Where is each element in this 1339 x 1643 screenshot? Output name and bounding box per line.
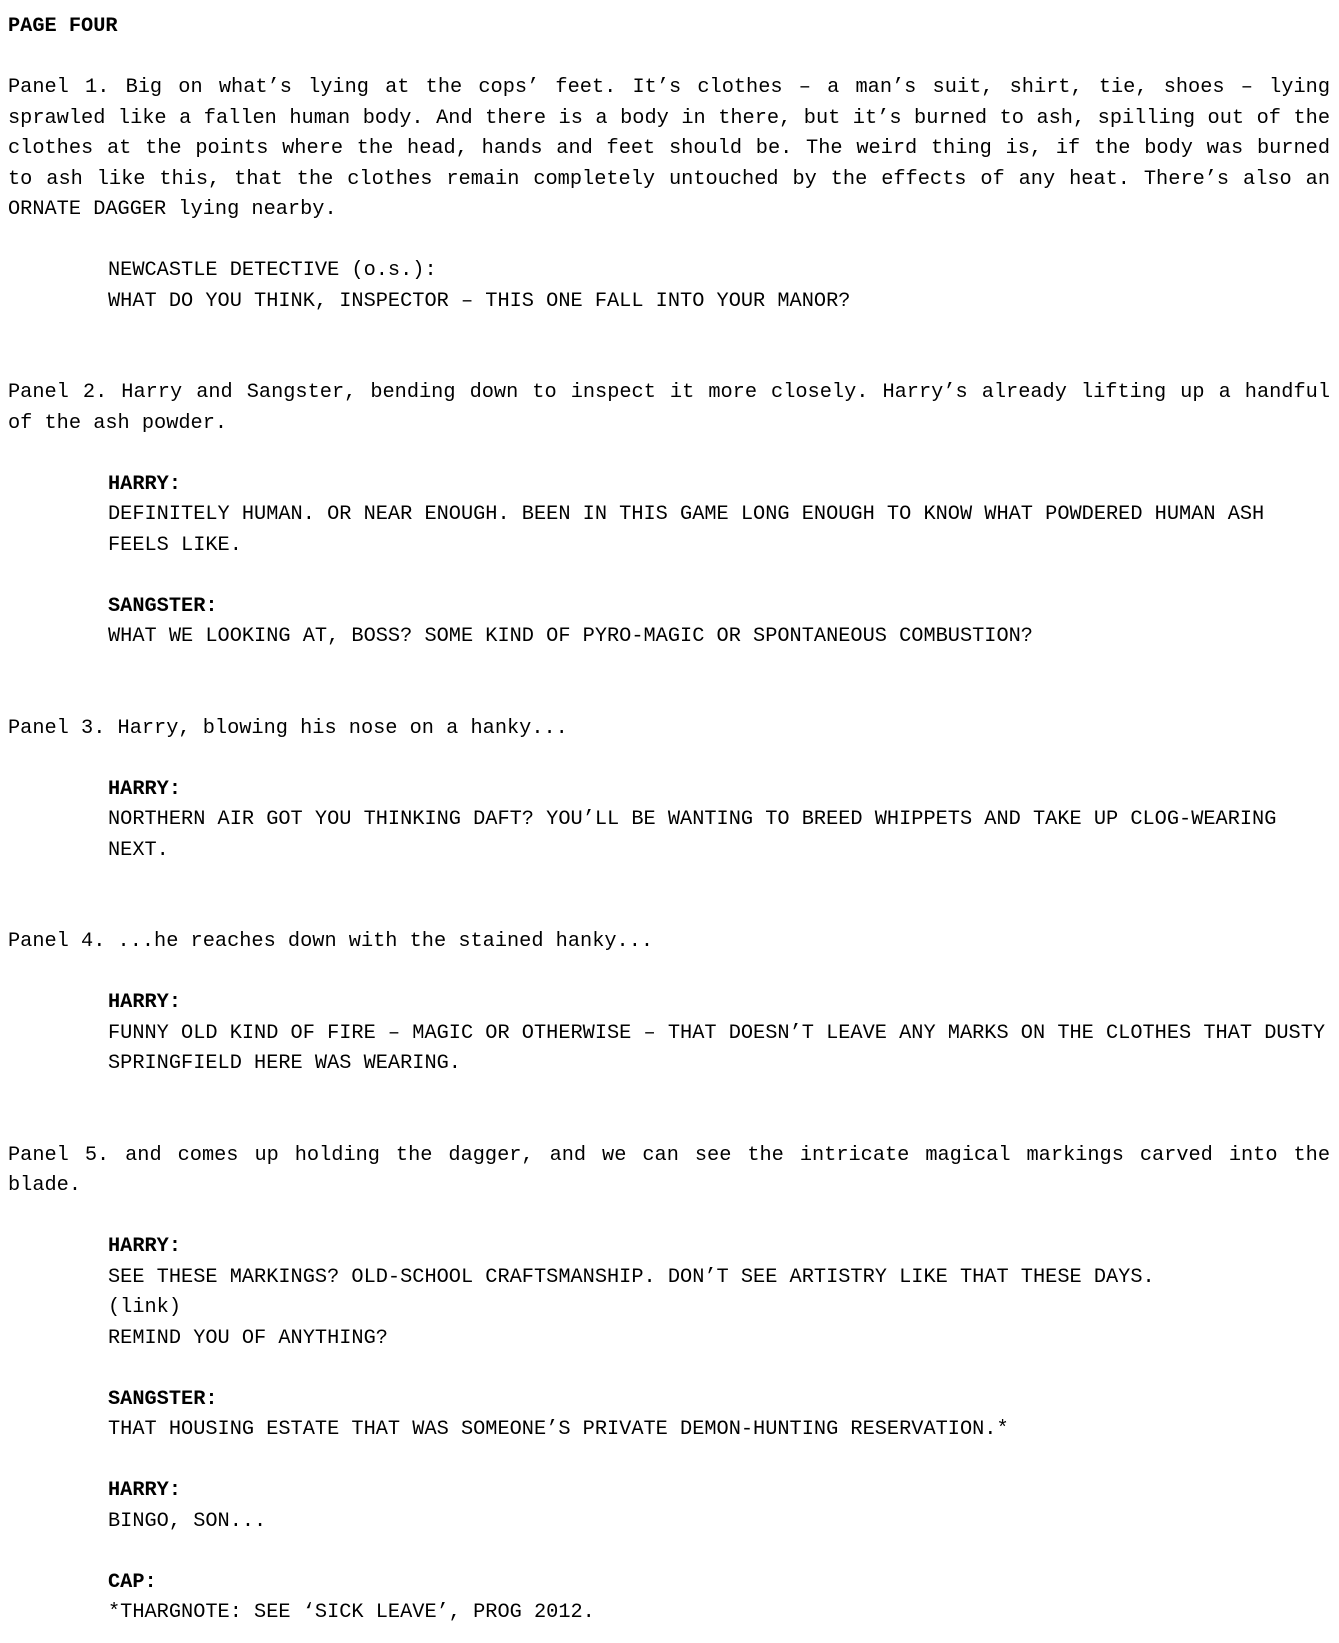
dialogue-block — [108, 775, 1330, 867]
panel-description: Panel 5. and comes up holding the dagger, and we can see the intricate magical markings carved into the blade. — [8, 1143, 1330, 1197]
panel-description: Panel 1. Big on what’s lying at the cops’ feet. It’s clothes – a man’s suit, shirt, tie, shoes – lying sprawled like a fallen human body. And there is a body in there, but it’s burned to ash, spilling out of the clothes at the points where the head, hands and feet should be. The weird thing is, if the body was burned to ash like this, that the clothes remain completely untouched by the effects of any heat. There’s also an ORNATE DAGGER lying nearby. — [8, 76, 1330, 221]
script-page — [8, 12, 1330, 1629]
dialogue-block — [108, 1385, 1330, 1446]
speaker-name: HARRY: — [108, 991, 182, 1014]
panel-2 — [8, 378, 1330, 653]
dialogue-line: DEFINITELY HUMAN. OR NEAR ENOUGH. BEEN IN THIS GAME LONG ENOUGH TO KNOW WHAT POWDERED HUMAN ASH FEELS LIKE. — [108, 503, 1265, 557]
caption-text: *THARGNOTE: SEE ‘SICK LEAVE’, PROG 2012. — [108, 1601, 595, 1624]
speaker-name: HARRY: — [108, 777, 182, 801]
dialogue-line: BINGO, SON... — [108, 1509, 267, 1533]
panel-5 — [8, 1141, 1330, 1629]
dialogue-block — [108, 470, 1330, 562]
dialogue-block — [108, 592, 1330, 653]
page-title: PAGE FOUR — [8, 15, 118, 38]
panel-4 — [8, 927, 1330, 1080]
speaker-name: NEWCASTLE DETECTIVE (o.s.): — [108, 259, 437, 282]
speaker-name: HARRY: — [108, 1235, 182, 1258]
dialogue-line: NORTHERN AIR GOT YOU THINKING DAFT? YOU’LL BE WANTING TO BREED WHIPPETS AND TAKE UP CLOG-WEARING NEXT. — [108, 808, 1277, 862]
speaker-name: SANGSTER: — [108, 594, 218, 618]
panel-spacer — [8, 317, 1330, 348]
dialogue-line: WHAT WE LOOKING AT, BOSS? SOME KIND OF PYRO-MAGIC OR SPONTANEOUS COMBUSTION? — [108, 625, 1033, 648]
panel-spacer — [8, 1080, 1330, 1111]
panel-description: Panel 4. ...he reaches down with the stained hanky... — [8, 930, 654, 953]
panel-3 — [8, 714, 1330, 867]
dialogue-line: REMIND YOU OF ANYTHING? — [108, 1326, 388, 1350]
panel-description: Panel 3. Harry, blowing his nose on a hanky... — [8, 716, 568, 740]
dialogue-line: THAT HOUSING ESTATE THAT WAS SOMEONE’S PRIVATE DEMON-HUNTING RESERVATION.* — [108, 1418, 1009, 1441]
dialogue-block — [108, 256, 1330, 317]
dialogue-line: SEE THESE MARKINGS? OLD-SCHOOL CRAFTSMANSHIP. DON’T SEE ARTISTRY LIKE THAT THESE DAYS. — [108, 1265, 1155, 1289]
panel-1 — [8, 73, 1330, 317]
panel-spacer — [8, 653, 1330, 684]
panel-spacer — [8, 866, 1330, 897]
speaker-name: SANGSTER: — [108, 1387, 218, 1411]
panel-description: Panel 2. Harry and Sangster, bending down to inspect it more closely. Harry’s already lifting up a handful of the ash powder. — [8, 381, 1330, 435]
dialogue-block — [108, 1476, 1330, 1537]
speaker-name: HARRY: — [108, 1479, 182, 1502]
dialogue-block — [108, 1232, 1330, 1354]
speaker-name: HARRY: — [108, 472, 182, 496]
dialogue-direction: (link) — [108, 1296, 182, 1319]
caption-block — [108, 1568, 1330, 1629]
dialogue-line: FUNNY OLD KIND OF FIRE – MAGIC OR OTHERWISE – THAT DOESN’T LEAVE ANY MARKS ON THE CLOTHES THAT DUSTY SPRINGFIELD HERE WAS WEARING. — [108, 1021, 1326, 1075]
dialogue-block — [108, 988, 1330, 1080]
caption-label: CAP: — [108, 1570, 157, 1594]
dialogue-line: WHAT DO YOU THINK, INSPECTOR – THIS ONE FALL INTO YOUR MANOR? — [108, 289, 851, 313]
